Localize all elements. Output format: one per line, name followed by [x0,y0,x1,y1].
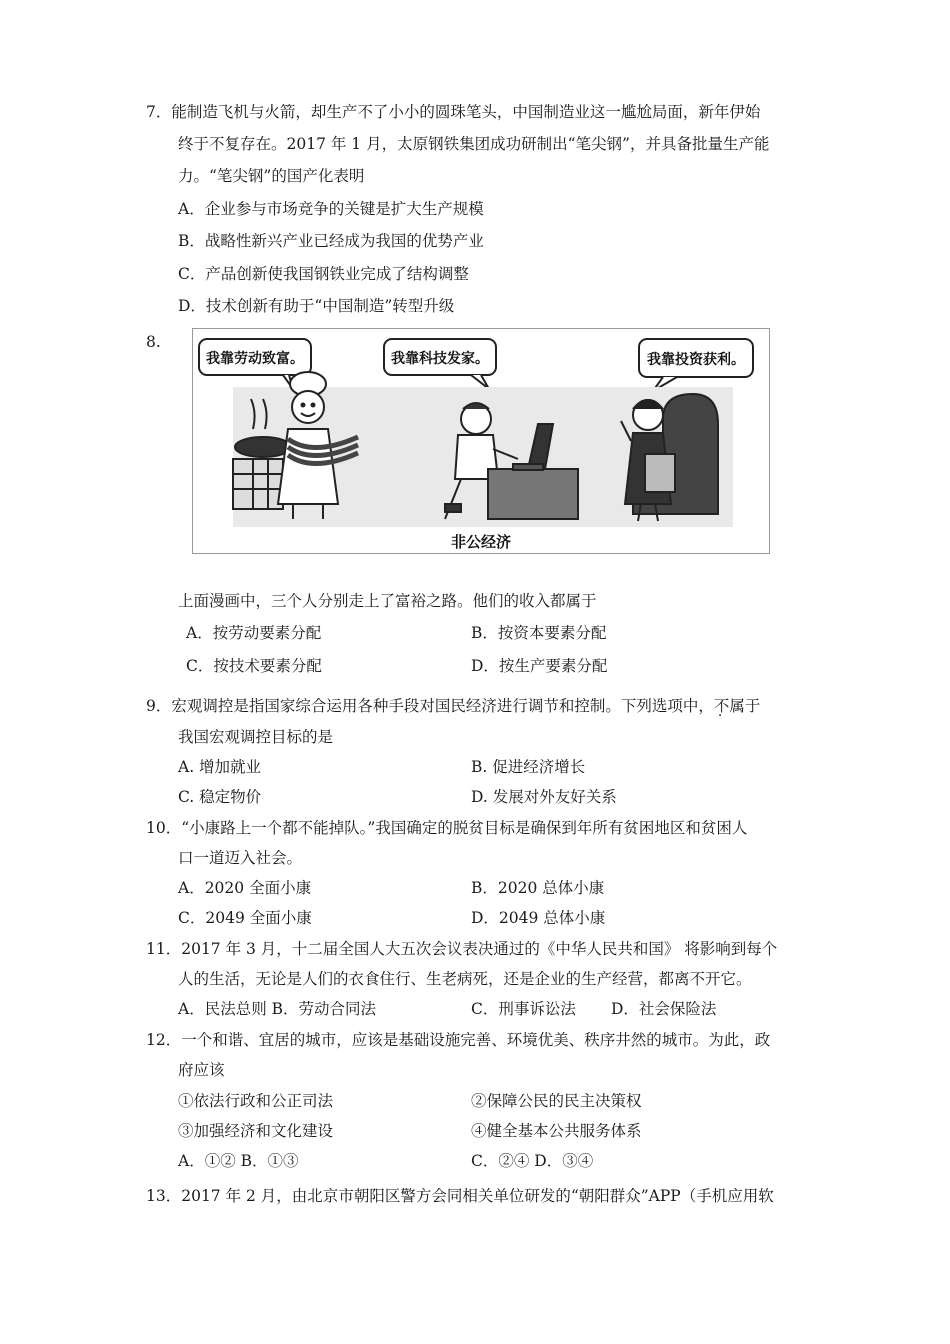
speech-bubble-3 [639,339,753,391]
q7-option-d: D．技术创新有助于“中国制造”转型升级 [178,297,455,315]
q9-stem-part3: 属于 [729,697,761,715]
q9-stem-line2: 我国宏观调控目标的是 [178,728,334,746]
q10-option-c: C．2049 全面小康 [178,909,312,927]
q10-stem-line1: 10．“小康路上一个都不能掉队。”我国确定的脱贫目标是确保到年所有贫困地区和贫困人 [146,819,748,837]
q11-stem-line2: 人的生活，无论是人们的衣食住行、生老病死，还是企业的生产经营，都离不开它。 [178,970,752,988]
cartoon-figure [192,328,770,554]
q9-option-b: B. 促进经济增长 [471,758,586,776]
q7-stem-line3: 力。“笔尖钢”的国产化表明 [178,167,365,185]
q10-stem-line2: 口一道迈入社会。 [178,849,303,867]
q7-option-c: C．产品创新使我国钢铁业完成了结构调整 [178,265,469,283]
q12-stem-line2: 府应该 [178,1061,225,1079]
q11-option-d: D．社会保险法 [611,1000,717,1018]
q9-stem-part1: 9．宏观调控是指国家综合运用各种手段对国民经济进行调节和控制。下列选项中， [146,697,714,715]
q10-option-a: A．2020 全面小康 [178,879,312,897]
bubble-text-tech: 我靠科技发家。 [391,351,489,367]
bubble-text-labor: 我靠劳动致富。 [206,351,304,367]
speech-bubble-2 [384,339,496,389]
q13-stem-line1: 13．2017 年 2 月，由北京市朝阳区警方会同相关单位研发的“朝阳群众”APP（手机应用软 [146,1187,774,1205]
q8-stem: 上面漫画中，三个人分别走上了富裕之路。他们的收入都属于 [178,592,597,610]
q12-item-4: ④健全基本公共服务体系 [471,1122,642,1140]
q10-option-d: D．2049 总体小康 [471,909,606,927]
q12-option-cd: C．②④ D．③④ [471,1152,594,1170]
q11-option-ab: A．民法总则 B．劳动合同法 [178,1000,377,1018]
q9-option-d: D. 发展对外友好关系 [471,788,617,806]
q11-option-c: C．刑事诉讼法 [471,1000,576,1018]
q9-emphasis-not: 不 [713,697,730,715]
q7-stem-line2: 终于不复存在。2017 年 1 月，太原钢铁集团成功研制出“笔尖钢”，并具备批量生产能 [178,135,770,153]
investor-figure [621,394,718,521]
q9-option-c: C. 稳定物价 [178,788,262,806]
q7-stem-line1: 7．能制造飞机与火箭，却生产不了小小的圆珠笔头，中国制造业这一尴尬局面，新年伊始 [146,103,761,121]
q9-stem-line1 [146,696,760,716]
q12-stem-line1: 12．一个和谐、宜居的城市，应该是基础设施完善、环境优美、秩序井然的城市。为此，政 [146,1031,771,1049]
q8-option-a: A．按劳动要素分配 [186,624,322,642]
q12-item-2: ②保障公民的民主决策权 [471,1092,642,1110]
q12-item-1: ①依法行政和公正司法 [178,1092,334,1110]
q10-option-b: B．2020 总体小康 [471,879,605,897]
q7-option-b: B．战略性新兴产业已经成为我国的优势产业 [178,232,484,250]
q8-option-c: C．按技术要素分配 [186,657,322,675]
q12-option-ab: A．①② B．①③ [178,1152,299,1170]
cartoon-illustration [193,329,769,553]
cartoon-caption: 非公经济 [450,533,512,551]
q8-number: 8. [146,333,161,351]
q11-stem-line1: 11．2017 年 3 月，十二届全国人大五次会议表决通过的《中华人民共和国》 将影响到每个 [146,940,778,958]
q7-option-a: A．企业参与市场竞争的关键是扩大生产规模 [178,200,484,218]
q8-option-b: B．按资本要素分配 [471,624,607,642]
bubble-text-invest: 我靠投资获利。 [647,352,745,368]
q12-item-3: ③加强经济和文化建设 [178,1122,334,1140]
q9-option-a: A. 增加就业 [178,758,262,776]
q8-option-d: D．按生产要素分配 [471,657,608,675]
